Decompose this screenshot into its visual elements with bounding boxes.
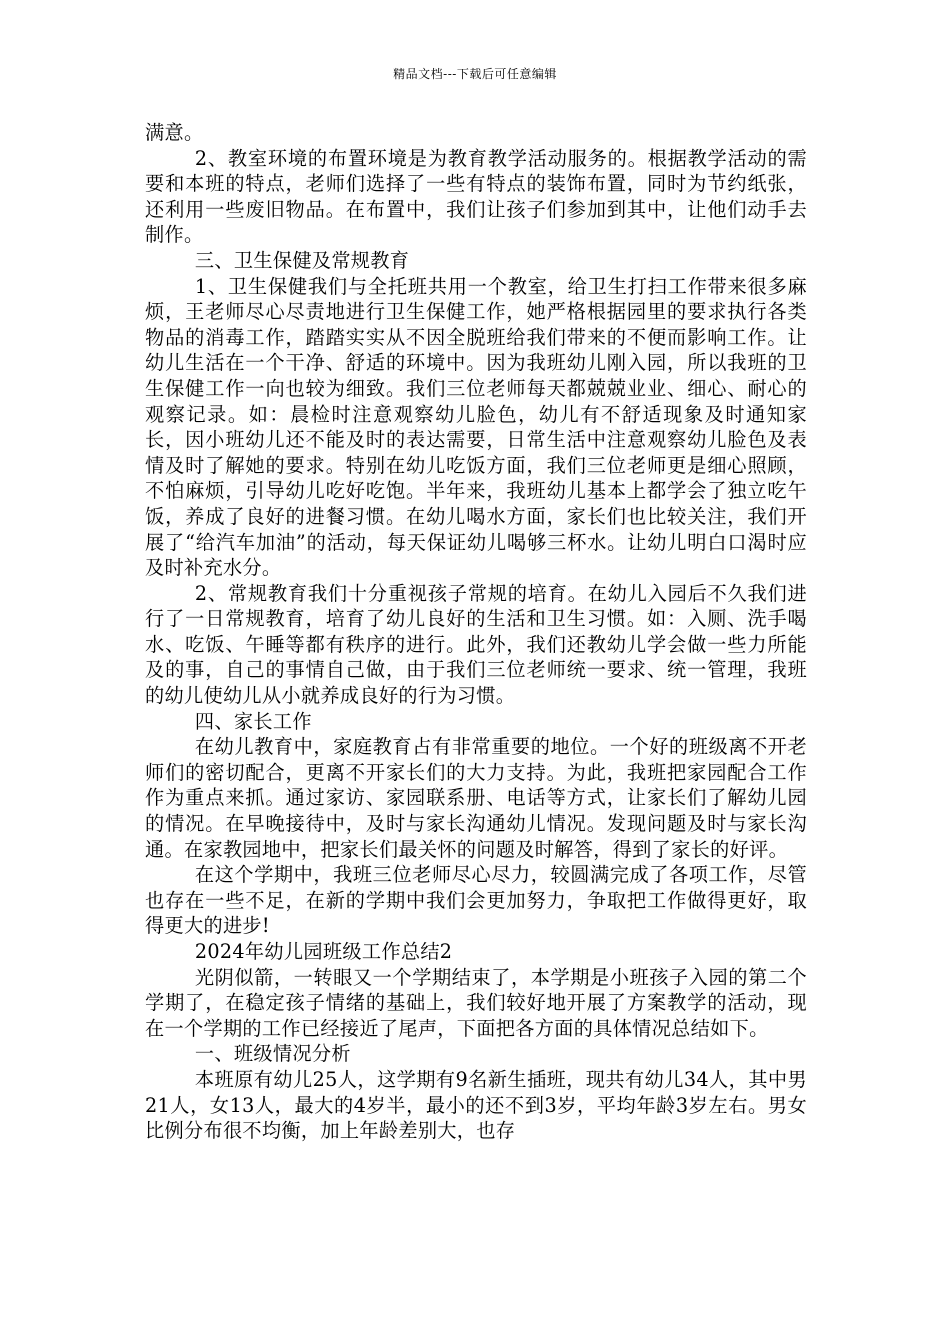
page-header: 精品文档---下载后可任意编辑	[393, 67, 557, 81]
paragraph: 在这个学期中，我班三位老师尽心尽力，较圆满完成了各项工作，尽管也存在一些不足，在新的学期中我们会更加努力，争取把工作做得更好，取得更大的进步!	[145, 863, 807, 938]
paragraph: 光阴似箭，一转眼又一个学期结束了，本学期是小班孩子入园的第二个学期了，在稳定孩子情绪的基础上，我们较好地开展了方案教学的活动，现在一个学期的工作已经接近了尾声，下面把各方面的具体情况总结如下。	[145, 965, 807, 1040]
paragraph: 满意。	[145, 121, 204, 144]
section-heading: 四、家长工作	[194, 709, 312, 733]
section-heading: 三、卫生保健及常规教育	[194, 248, 410, 272]
paragraph: 1、卫生保健我们与全托班共用一个教室，给卫生打扫工作带来很多麻烦，王老师尽心尽责地进行卫生保健工作，她严格根据园里的要求执行各类物品的消毒工作，踏踏实实从不因全脱班给我们带来的不便而影响工作。让幼儿生活在一个干净、舒适的环境中。因为我班幼儿刚入园，所以我班的卫生保健工作一向也较为细致。我们三位老师每天都兢兢业业、细心、耐心的观察记录。如：晨检时注意观察幼儿脸色，幼儿有不舒适现象及时通知家长，因小班幼儿还不能及时的表达需要，日常生活中注意观察幼儿脸色及表情及时了解她的要求。特别在幼儿吃饭方面，我们三位老师更是细心照顾，不怕麻烦，引导幼儿吃好吃饱。半年来，我班幼儿基本上都学会了独立吃午饭，养成了良好的进餐习惯。在幼儿喝水方面，家长们也比较关注，我们开展了“给汽车加油”的活动，每天保证幼儿喝够三杯水。让幼儿明白口渴时应及时补充水分。	[145, 274, 807, 580]
document-body	[145, 120, 807, 1144]
paragraph: 2、教室环境的布置环境是为教育教学活动服务的。根据教学活动的需要和本班的特点，老师们选择了一些有特点的装饰布置，同时为节约纸张，还利用一些废旧物品。在布置中，我们让孩子们参加到其中，让他们动手去制作。	[145, 146, 807, 247]
paragraph: 本班原有幼儿25人，这学期有9名新生插班，现共有幼儿34人，其中男21人，女13人，最大的4岁半，最小的还不到3岁，平均年龄3岁左右。男女比例分布很不均衡，加上年龄差别大，也存	[145, 1067, 807, 1143]
document-title: 2024年幼儿园班级工作总结2	[194, 940, 453, 963]
paragraph: 2、常规教育我们十分重视孩子常规的培育。在幼儿入园后不久我们进行了一日常规教育，培育了幼儿良好的生活和卫生习惯。如：入厕、洗手喝水、吃饭、午睡等都有秩序的进行。此外，我们还教幼儿学会做一些力所能及的事，自己的事情自己做，由于我们三位老师统一要求、统一管理，我班的幼儿使幼儿从小就养成良好的行为习惯。	[145, 581, 807, 708]
paragraph: 在幼儿教育中，家庭教育占有非常重要的地位。一个好的班级离不开老师们的密切配合，更离不开家长们的大力支持。为此，我班把家园配合工作作为重点来抓。通过家访、家园联系册、电话等方式，让家长们了解幼儿园的情况。在早晚接待中，及时与家长沟通幼儿情况。发现问题及时与家长沟通。在家教园地中，把家长们最关怀的问题及时解答，得到了家长的好评。	[145, 735, 807, 861]
section-heading: 一、班级情况分析	[194, 1042, 351, 1066]
